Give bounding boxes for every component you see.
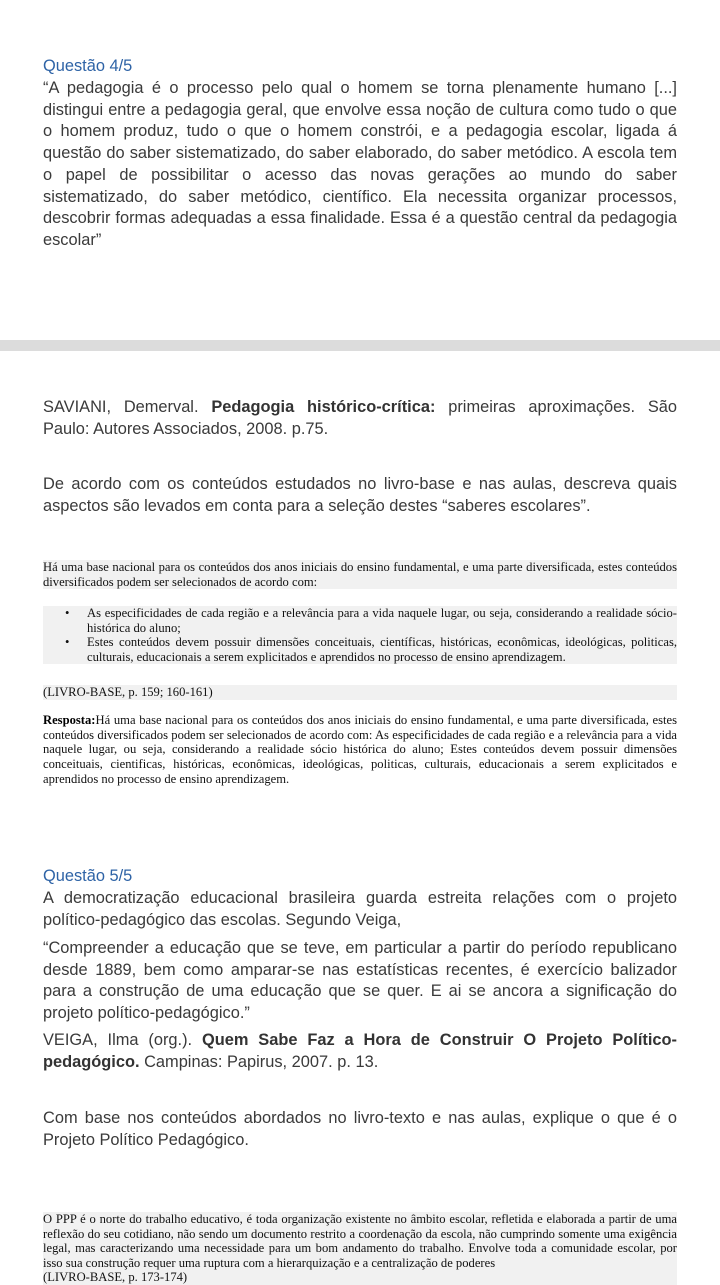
answer-key-reference: (LIVRO-BASE, p. 159; 160-161) <box>43 685 677 700</box>
ref-title: Pedagogia histórico-crítica: <box>211 398 436 416</box>
question-5-intro: A democratização educacional brasileira guarda estreita relações com o projeto político-pedagógico das escolas. Segundo Veiga, <box>43 889 677 929</box>
question-4-quote: “A pedagogia é o processo pelo qual o homem se torna plenamente humano [...] distingui entre a pedagogia geral, que envolve essa noção de cultura como tudo o que o homem produz, tudo o que o homem constrói, e a pedagogia escolar, ligada á questão do saber sistematizado, do saber elaborado, do saber metódico. A escola tem o papel de possibilitar o acesso das novas gerações ao mundo do saber sistematizado, do saber metódico, científico. Ela necessita organizar processos, descobrir formas adequadas a essa finalidade. Essa é a questão central da pedagogia escolar” <box>43 79 677 249</box>
answer-key-item: • As especificidades de cada região e a relevância para a vida naquele lugar, ou seja, considerando a realidade sócio-histórica do aluno; <box>87 606 677 635</box>
answer-key-item: • Estes conteúdos devem possuir dimensões conceituais, científicas, históricas, econômicas, ideológicas, politicas, culturais, educacionais a serem explicitados e aprendidos no processo de ensino aprendizagem. <box>87 635 677 664</box>
question-5-answer-key <box>43 1212 677 1285</box>
answer-key-reference: (LIVRO-BASE, p. 173-174) <box>43 1270 188 1284</box>
question-4-title: Questão 4/5 <box>43 57 133 75</box>
ref-author: VEIGA, Ilma (org.). <box>43 1031 202 1049</box>
question-4-reference <box>43 397 677 440</box>
answer-key-text: O PPP é o norte do trabalho educativo, é toda organização existente no âmbito escolar, refletida e elaborada a partir de uma reflexão do seu cotidiano, não sendo um documento restrito a coordenação da escola, não cumprindo somente uma exigência legal, mas caracterizando uma necessidade para um bom andamento do trabalho. Envolve toda a comunidade escolar, por isso sua construção requer uma ruptura com a hierarquização e a centralização de poderes <box>43 1212 677 1270</box>
answer-label: Resposta: <box>43 713 96 727</box>
answer <box>43 713 677 787</box>
ref-title: Quem Sabe Faz a Hora de Construir O Projeto Político-pedagógico. <box>43 1031 677 1071</box>
question-5-quote: “Compreender a educação que se teve, em particular a partir do período republicano desde 1889, bem como amparar-se nas estatísticas recentes, é exercício balizador para a construção de uma educação que se quer. E ai se ancora a significação do projeto político-pedagógico.” <box>43 939 677 1023</box>
ref-rest: primeiras aproximações. São Paulo: Autores Associados, 2008. p.75. <box>43 398 677 438</box>
answer-key-list <box>43 606 677 664</box>
question-4-prompt: De acordo com os conteúdos estudados no livro-base e nas aulas, descreva quais aspectos são levados em conta para a seleção destes “saberes escolares”. <box>43 475 677 515</box>
answer-key-intro: Há uma base nacional para os conteúdos dos anos iniciais do ensino fundamental, e uma parte diversificada, estes conteúdos diversificados podem ser selecionados de acordo com: <box>43 560 677 589</box>
ref-rest: Campinas: Papirus, 2007. p. 13. <box>139 1052 379 1071</box>
question-5-prompt: Com base nos conteúdos abordados no livro-texto e nas aulas, explique o que é o Projeto Político Pedagógico. <box>43 1109 677 1149</box>
question-5-reference <box>43 1030 677 1073</box>
ref-author: SAVIANI, Demerval. <box>43 398 212 416</box>
answer-text: Há uma base nacional para os conteúdos dos anos iniciais do ensino fundamental, e uma parte diversificada, estes conteúdos diversificados podem ser selecionados de acordo com: As especificidades de cada região e a relevância para a vida naquele lugar, ou seja, considerando a realidade sócio histórica do aluno; Estes conteúdos devem possuir dimensões conceituais, cientificas, históricas, econômicas, ideológicas, politicas, culturais, educacionais a serem explicitados e aprendidos no processo de ensino aprendizagem. <box>43 713 677 786</box>
question-5-title: Questão 5/5 <box>43 867 133 885</box>
page-separator <box>0 340 720 351</box>
